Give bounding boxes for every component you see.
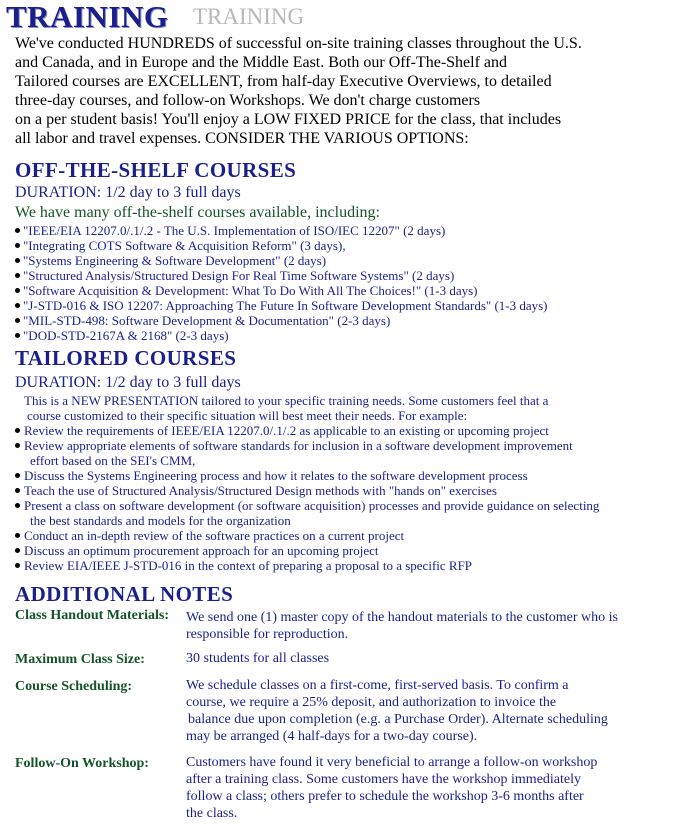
- note-line: responsible for reproduction.: [186, 627, 349, 642]
- list-item: [15, 328, 548, 343]
- follow-on-workshop-text: [186, 754, 666, 822]
- tailored-example-list: [15, 423, 599, 573]
- course-title: "J-STD-016 & ISO 12207: Approaching The Future In Software Development Standards" (1-3 days): [23, 298, 548, 313]
- note-line: balance due upon completion (e.g. a Purchase Order). Alternate scheduling: [188, 712, 608, 727]
- bullet-icon: [15, 243, 20, 248]
- example-text: Review appropriate elements of software standards for inclusion in a software development improvement: [24, 438, 573, 453]
- tailored-intro-line: This is a NEW PRESENTATION tailored to your specific training needs. Some customers feel that a: [24, 393, 549, 408]
- course-title: "DOD-STD-2167A & 2168" (2-3 days): [23, 328, 229, 343]
- note-line: after a training class. Some customers have the workshop immediately: [186, 772, 582, 787]
- tailored-intro-line: course customized to their specific situation will best meet their needs. For example:: [27, 408, 468, 423]
- note-line: We schedule classes on a first-come, first-served basis. To confirm a: [186, 678, 569, 693]
- intro-line: Tailored courses are EXCELLENT, from half-day Executive Overviews, to detailed: [15, 73, 552, 90]
- list-item: [15, 268, 548, 283]
- list-item: [15, 483, 599, 498]
- list-item: [15, 423, 599, 438]
- note-line: course, we require a 25% deposit, and authorization to invoice the: [186, 695, 557, 710]
- page-title: TRAINING: [6, 0, 169, 34]
- note-line: Customers have found it very beneficial to arrange a follow-on workshop: [186, 755, 598, 770]
- list-item: [15, 468, 599, 483]
- off-the-shelf-course-list: [15, 223, 548, 343]
- tailored-heading: TAILORED COURSES: [15, 346, 237, 370]
- bullet-icon: [15, 503, 20, 508]
- bullet-icon: [15, 273, 20, 278]
- example-text: Present a class on software development (or software acquisition) processes and provide guidance on selecting: [24, 498, 600, 513]
- list-item: [15, 528, 599, 543]
- example-text: Conduct an in-depth review of the software practices on a current project: [24, 528, 405, 543]
- bullet-icon: [15, 318, 20, 323]
- handout-label: Class Handout Materials:: [15, 608, 169, 623]
- example-text: Teach the use of Structured Analysis/Structured Design methods with "hands on" exercises: [24, 483, 497, 498]
- list-item: [15, 543, 599, 558]
- bullet-icon: [15, 333, 20, 338]
- follow-on-workshop-label: Follow-On Workshop:: [15, 756, 149, 771]
- note-line: may be arranged (4 half-days for a two-day course).: [186, 729, 478, 744]
- intro-line: three-day courses, and follow-on Workshops. We don't charge customers: [15, 92, 481, 109]
- list-item: [15, 238, 548, 253]
- course-scheduling-text: [186, 677, 666, 745]
- note-line: the class.: [186, 806, 238, 821]
- intro-paragraph: [15, 34, 665, 148]
- tailored-intro: [24, 393, 548, 423]
- off-the-shelf-lead: We have many off-the-shelf courses available, including:: [15, 204, 380, 221]
- intro-line: all labor and travel expenses. CONSIDER THE VARIOUS OPTIONS:: [15, 130, 469, 147]
- course-title: "Software Acquisition & Development: What To Do With All The Choices!" (1-3 days): [23, 283, 478, 298]
- bullet-icon: [15, 288, 20, 293]
- additional-notes-heading: ADDITIONAL NOTES: [15, 582, 234, 606]
- bullet-icon: [15, 428, 20, 433]
- list-item: [15, 223, 548, 238]
- example-text-continued: the best standards and models for the organization: [30, 513, 291, 528]
- course-title: "Systems Engineering & Software Development" (2 days): [23, 253, 327, 268]
- tailored-duration: DURATION: 1/2 day to 3 full days: [15, 374, 241, 391]
- page-title-ghost: TRAINING: [193, 4, 305, 29]
- course-title: "Integrating COTS Software & Acquisition Reform" (3 days),: [23, 238, 346, 253]
- bullet-icon: [15, 533, 20, 538]
- course-title: "MIL-STD-498: Software Development & Documentation" (2-3 days): [23, 313, 391, 328]
- class-size-text: [186, 650, 666, 667]
- example-text: Discuss an optimum procurement approach for an upcoming project: [24, 543, 379, 558]
- intro-line: and Canada, and in Europe and the Middle East. Both our Off-The-Shelf and: [15, 54, 508, 71]
- example-text-continued: effort based on the SEI's CMM,: [30, 453, 196, 468]
- list-item: [15, 253, 548, 268]
- bullet-icon: [15, 473, 20, 478]
- bullet-icon: [15, 563, 20, 568]
- bullet-icon: [15, 443, 20, 448]
- note-line: We send one (1) master copy of the handout materials to the customer who is: [186, 610, 618, 625]
- note-line: follow a class; others prefer to schedule the workshop 3-6 months after: [186, 789, 584, 804]
- handout-text: [186, 609, 666, 643]
- list-item: [15, 558, 599, 573]
- intro-line: We've conducted HUNDREDS of successful on-site training classes throughout the U.S.: [15, 35, 582, 52]
- course-title: "Structured Analysis/Structured Design For Real Time Software Systems" (2 days): [23, 268, 455, 283]
- bullet-icon: [15, 488, 20, 493]
- list-item: [15, 313, 548, 328]
- course-title: "IEEE/EIA 12207.0/.1/.2 - The U.S. Implementation of ISO/IEC 12207" (2 days): [23, 223, 446, 238]
- list-item: [15, 283, 548, 298]
- example-text: Discuss the Systems Engineering process and how it relates to the software development process: [24, 468, 528, 483]
- off-the-shelf-duration: DURATION: 1/2 day to 3 full days: [15, 184, 241, 201]
- course-scheduling-label: Course Scheduling:: [15, 679, 133, 694]
- list-item: [15, 298, 548, 313]
- example-text: Review EIA/IEEE J-STD-016 in the context of preparing a proposal to a specific RFP: [24, 558, 473, 573]
- class-size-label: Maximum Class Size:: [15, 652, 145, 667]
- bullet-icon: [15, 258, 20, 263]
- intro-line: on a per student basis! You'll enjoy a LOW FIXED PRICE for the class, that includes: [15, 111, 562, 128]
- off-the-shelf-heading: OFF-THE-SHELF COURSES: [15, 158, 297, 182]
- bullet-icon: [15, 228, 20, 233]
- note-line: 30 students for all classes: [186, 651, 330, 666]
- bullet-icon: [15, 303, 20, 308]
- list-item: [15, 438, 599, 468]
- example-text: Review the requirements of IEEE/EIA 12207.0/.1/.2 as applicable to an existing or upcoming project: [24, 423, 549, 438]
- bullet-icon: [15, 548, 20, 553]
- list-item: [15, 498, 599, 528]
